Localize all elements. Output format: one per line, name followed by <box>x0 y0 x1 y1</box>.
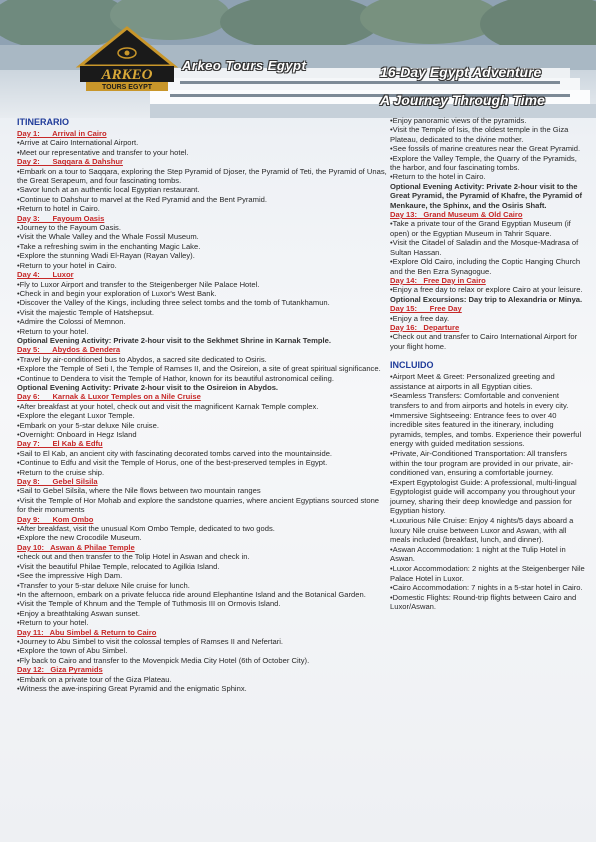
day-heading: Day 12: Giza Pyramids <box>17 665 103 675</box>
list-item: •Transfer to your 5-star deluxe Nile cruise for lunch. <box>17 580 190 590</box>
page-subtitle: A Journey Through Time <box>380 92 545 108</box>
logo-text-sub: TOURS EGYPT <box>101 84 153 91</box>
list-item: •After breakfast at your hotel, check out and visit the magnificent Karnak Temple complex. <box>17 401 319 411</box>
list-item: •Enjoy a free day. <box>390 313 450 323</box>
day-heading: Day 1: Arrival in Cairo <box>17 129 107 138</box>
list-item: •Luxor Accommodation: 2 nights at the Steigenberger Nile Palace Hotel in Luxor. <box>390 564 585 583</box>
page-title: 16-Day Egypt Adventure <box>380 64 542 80</box>
logo-text-main: ARKEO <box>101 67 153 83</box>
list-item: •Visit the majestic Temple of Hatshepsut. <box>17 307 155 317</box>
day-heading: Day 13: Grand Museum & Old Cairo <box>390 210 523 220</box>
list-item: •Return to hotel in Cairo. <box>17 204 100 214</box>
itinerary-list-right <box>390 116 585 351</box>
day-heading: Day 4: Luxor <box>17 270 74 280</box>
list-item: •Seamless Transfers: Comfortable and convenient transfers to and from airports and hotels in every city. <box>390 391 569 410</box>
itinerary-list-left <box>17 129 389 693</box>
list-item: •Discover the Valley of the Kings, including three select tombs and the tomb of Tutankhamun. <box>17 298 330 308</box>
list-item: •After breakfast, visit the unusual Kom Ombo Temple, dedicated to two gods. <box>17 524 275 534</box>
list-item: •Take a refreshing swim in the enchanting Magic Lake. <box>17 241 201 251</box>
list-item: •Cairo Accommodation: 7 nights in a 5-star hotel in Cairo. <box>390 583 583 593</box>
list-item: •Sail to El Kab, an ancient city with fascinating decorated tombs carved into the mountainside. <box>17 448 333 458</box>
list-item: •Visit the Temple of Hor Mohab and explore the sandstone quarries, where ancient Egyptians sourced stone for their monuments <box>17 495 380 515</box>
list-item: •Fly to Luxor Airport and transfer to the Steigenberger Nile Palace Hotel. <box>17 279 260 289</box>
list-item: •Enjoy a breathtaking Aswan sunset. <box>17 608 140 618</box>
day-heading: Day 11: Abu Simbel & Return to Cairo <box>17 627 157 637</box>
included-list <box>390 372 585 612</box>
list-item: •Return to your hotel. <box>17 326 89 336</box>
optional-activity: Optional Evening Activity: Private 2-hour visit to the Great Pyramid, the Pyramid of Khafre, the Pyramid of Menkaure, the Sphinx, and the Osiris Shaft. <box>390 181 583 210</box>
list-item: •Embark on a tour to Saqqara, exploring the Step Pyramid of Djoser, the Pyramid of Teti, the Pyramid of Unas, the Great Serapeum, and four fascinating tombs. <box>17 166 387 186</box>
list-item: •See fossils of marine creatures near the Great Pyramid. <box>390 144 581 154</box>
list-item: •Return to the cruise ship. <box>17 467 105 477</box>
list-item: •Arrive at Cairo International Airport. <box>17 138 139 148</box>
list-item: •Journey to the Fayoum Oasis. <box>17 223 121 233</box>
list-item: •Luxurious Nile Cruise: Enjoy 4 nights/5 days aboard a luxury Nile cruise between Luxor and Aswan, with all meals included (breakfast, lunch, and dinner). <box>390 516 574 545</box>
optional-activity: Optional Evening Activity: Private 2-hour visit to the Sekhmet Shrine in Karnak Temple. <box>17 335 331 345</box>
list-item: •Continue to Dahshur to marvel at the Red Pyramid and the Bent Pyramid. <box>17 194 268 204</box>
optional-activity: Optional Excursions: Day trip to Alexandria or Minya. <box>390 294 583 304</box>
list-item: •Overnight: Onboard in Hegz Island <box>17 430 137 439</box>
list-item: •Admire the Colossi of Memnon. <box>17 317 126 327</box>
list-item: •Enjoy panoramic views of the pyramids. <box>390 116 527 125</box>
list-item: •Embark on your 5-star deluxe Nile cruise. <box>17 420 159 430</box>
list-item: •Explore the Temple of Seti I, the Temple of Ramses II, and the Osireion, a site of great spiritual significance. <box>17 364 381 374</box>
list-item: •Visit the Whale Valley and the Whale Fossil Museum. <box>17 232 199 242</box>
list-item: •Savor lunch at an authentic local Egyptian restaurant. <box>17 185 200 195</box>
list-item: •Return to the hotel in Cairo. <box>390 172 486 182</box>
list-item: •Visit the Citadel of Saladin and the Mosque-Madrasa of Sultan Hassan. <box>390 238 579 257</box>
list-item: •Explore the stunning Wadi El-Rayan (Rayan Valley). <box>17 251 195 261</box>
list-item: •In the afternoon, embark on a private felucca ride around Elephantine Island and the Botanical Garden. <box>17 589 366 599</box>
list-item: •check out and then transfer to the Tolip Hotel in Aswan and check in. <box>17 552 250 562</box>
list-item: •Witness the awe-inspiring Great Pyramid and the enigmatic Sphinx. <box>17 683 247 693</box>
header-banner <box>0 0 596 118</box>
list-item: •Visit the beautiful Philae Temple, relocated to Agilkia Island. <box>17 561 220 571</box>
list-item: •Journey to Abu Simbel to visit the colossal temples of Ramses II and Nefertari. <box>17 636 284 646</box>
list-item: •Return to your hotel in Cairo. <box>17 260 117 270</box>
arkeo-logo-icon <box>72 26 182 92</box>
list-item: •Airport Meet & Greet: Personalized greeting and assistance at airports in all Egyptian cities. <box>390 372 555 391</box>
list-item: •Visit the Temple of Khnum and the Temple of Tuthmosis III on Ormovis Island. <box>17 599 281 609</box>
day-heading: Day 15: Free Day <box>390 304 462 314</box>
day-heading: Day 7: El Kab & Edfu <box>17 439 103 449</box>
day-heading: Day 9: Kom Ombo <box>17 514 94 524</box>
day-heading: Day 16: Departure <box>390 322 460 332</box>
list-item: •Expert Egyptologist Guide: A professional, multi-lingual Egyptologist guide will accompany you throughout your journey, sharing their deep knowledge and passion for Egyptian history. <box>390 477 577 516</box>
list-item: •Sail to Gebel Silsila, where the Nile flows between two mountain ranges <box>17 486 261 496</box>
list-item: •Explore the Valley Temple, the Quarry of the Pyramids, the harbor, and four fascinating tombs. <box>390 153 577 173</box>
day-heading: Day 2: Saqqara & Dahshur <box>17 157 123 167</box>
list-item: •Check out and transfer to Cairo International Airport for your flight home. <box>390 332 578 351</box>
list-item: •See the impressive High Dam. <box>17 571 123 581</box>
list-item: •Embark on a private tour of the Giza Plateau. <box>17 674 172 684</box>
list-item: •Continue to Edfu and visit the Temple of Horus, one of the best-preserved temples in Egypt. <box>17 458 328 468</box>
list-item: •Meet our representative and transfer to your hotel. <box>17 147 189 157</box>
list-item: •Travel by air-conditioned bus to Abydos, a sacred site dedicated to Osiris. <box>17 354 267 364</box>
list-item: •Enjoy a free day to relax or explore Cairo at your leisure. <box>390 285 583 295</box>
list-item: •Check in and begin your exploration of Luxor's West Bank. <box>17 288 217 298</box>
day-heading: Day 5: Abydos & Dendera <box>17 345 121 355</box>
brand-name: Arkeo Tours Egypt <box>182 58 307 73</box>
day-heading: Day 6: Karnak & Luxor Temples on a Nile Cruise <box>17 392 201 402</box>
list-item: •Take a private tour of the Grand Egyptian Museum (if open) or the Egyptian Museum in Tahrir Square. <box>390 219 571 238</box>
list-item: •Explore the elegant Luxor Temple. <box>17 411 135 421</box>
day-heading: Day 8: Gebel Silsila <box>17 477 98 487</box>
included-heading: INCLUIDO <box>390 360 434 371</box>
list-item: •Explore the new Crocodile Museum. <box>17 533 142 543</box>
optional-activity: Optional Evening Activity: Private 2-hour visit to the Osireion in Abydos. <box>17 382 279 392</box>
list-item: •Explore the town of Abu Simbel. <box>17 646 128 656</box>
list-item: •Private, Air-Conditioned Transportation: All transfers within the tour program are provided in our private, air-conditioned van, ensuring a comfortable journey. <box>390 448 574 478</box>
itinerary-right-column <box>390 116 585 612</box>
itinerary-heading: ITINERARIO <box>17 117 70 127</box>
day-heading: Day 10: Aswan & Philae Temple <box>17 542 135 552</box>
list-item: •Aswan Accommodation: 1 night at the Tulip Hotel in Aswan. <box>390 544 566 564</box>
list-item: •Explore Old Cairo, including the Coptic Hanging Church and the Ben Ezra Synagogue. <box>390 257 581 276</box>
list-item: •Visit the Temple of Isis, the oldest temple in the Giza Plateau, dedicated to the divine mother. <box>390 125 569 144</box>
itinerary-left-column <box>17 114 389 693</box>
list-item: •Return to your hotel. <box>17 618 89 628</box>
list-item: •Domestic Flights: Round-trip flights between Cairo and Luxor/Aswan. <box>390 592 577 612</box>
day-heading: Day 14: Free Day in Cairo <box>390 275 486 285</box>
list-item: •Fly back to Cairo and transfer to the Movenpick Media City Hotel (6th of October City). <box>17 655 310 665</box>
day-heading: Day 3: Fayoum Oasis <box>17 213 105 223</box>
list-item: •Continue to Dendera to visit the Temple of Hathor, known for its beautiful astronomical ceiling. <box>17 373 334 383</box>
list-item: •Immersive Sightseeing: Entrance fees to over 40 incredible sites featured in the itinerary, including pyramids, temples, and tombs. Experience their powerful energy with guided meditation sessions. <box>390 410 582 449</box>
